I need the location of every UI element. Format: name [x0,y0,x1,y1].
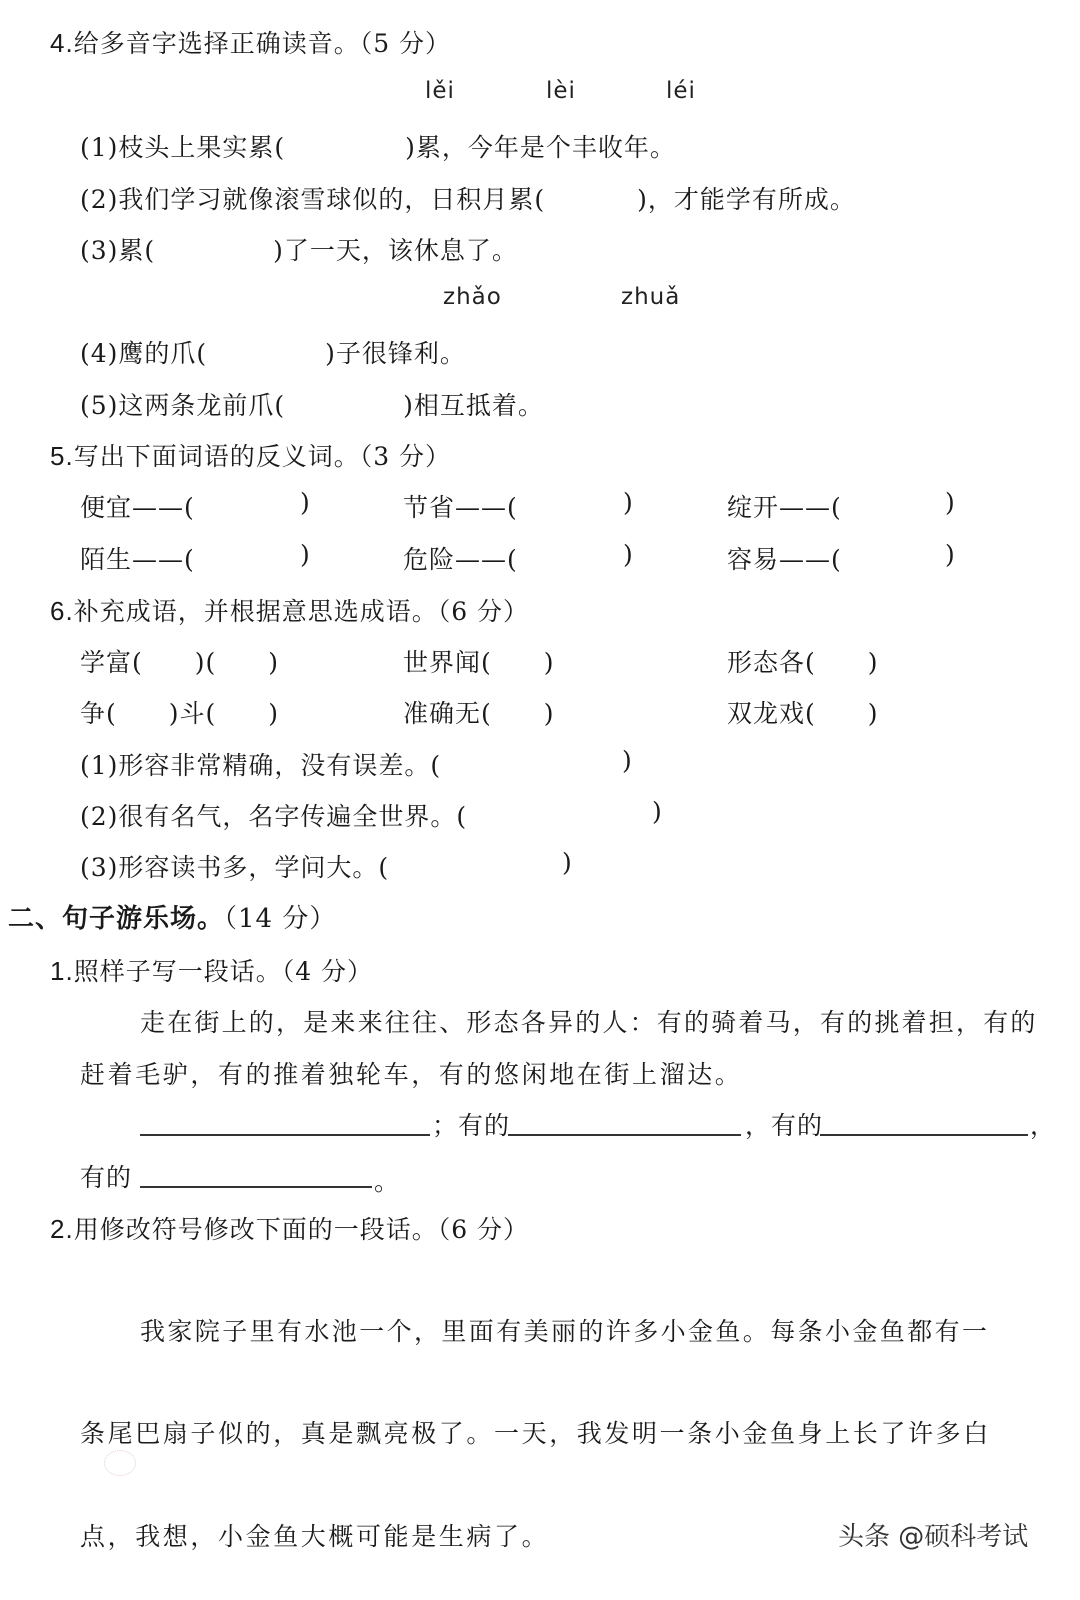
edit-paragraph-line-1: 我家院子里有水池一个，里面有美丽的许多小金鱼。每条小金鱼都有一 [140,1317,990,1346]
antonym-item [403,540,518,576]
s2q2-title [50,1210,529,1246]
example-line-1: 走在街上的，是来来往往、形态各异的人：有的骑着马，有的挑着担，有的 [140,1008,1038,1037]
meaning-item-3: (3)形容读书多，学问大。( [80,853,390,882]
q4-item-1-prefix: (1)枝头上果实累( [80,133,286,162]
antonym-close: ) [945,488,956,517]
antonym-item [80,540,195,576]
q4-title [50,24,451,60]
idiom-item: 世界闻( ) [403,648,555,677]
section-2-points: （14 分） [224,904,337,934]
fill-end: 。 [374,1167,401,1196]
q6-title [50,592,529,628]
example-line-2: 赶着毛驴，有的推着独轮车，有的悠闲地在街上溜达。 [80,1060,743,1089]
q4-item-4 [80,334,466,370]
s2q2-number: 2. [50,1214,74,1244]
section-2-title-text: 二、句子游乐场。 [8,904,225,934]
meaning-close: ) [652,797,663,826]
fill-blank-1[interactable] [140,1134,430,1136]
fill-sep-2: ，有的 [745,1111,824,1140]
pinyin-zhua3: zhuǎ [621,284,681,310]
antonym-close: ) [623,540,634,569]
q4-item-4-suffix: )子很锋利。 [325,339,466,368]
antonym-close: ) [623,488,634,517]
q4-item-5-prefix: (5)这两条龙前爪( [80,391,286,420]
q4-item-5-suffix: )相互抵着。 [403,391,544,420]
fill-blank-3[interactable] [820,1134,1028,1136]
watermark: 头条 @硕科考试 [838,1522,1029,1552]
meaning-item-2: (2)很有名气，名字传遍全世界。( [80,802,468,831]
q4-item-1 [80,128,676,164]
meaning-close: ) [562,848,573,877]
edit-paragraph-line-3: 点，我想，小金鱼大概可能是生病了。 [80,1522,550,1551]
antonym-item [403,488,518,524]
s2q2-title-text: 用修改符号修改下面的一段话。（6 分） [73,1215,530,1244]
q5-number: 5. [50,441,74,471]
meaning-close: ) [622,746,633,775]
q6-number: 6. [50,596,74,626]
pinyin-zhao3: zhǎo [443,284,502,310]
antonym-item [80,488,195,524]
fill-blank-4[interactable] [140,1186,372,1188]
s2q1-title-text: 照样子写一段话。（4 分） [73,957,374,986]
fill-blank-2[interactable] [508,1134,741,1136]
pinyin-lei3: lěi [425,78,455,104]
q5-title-text: 写出下面词语的反义词。（3 分） [73,442,452,471]
q4-item-3-prefix: (3)累( [80,236,156,265]
q4-item-2-prefix: (2)我们学习就像滚雪球似的，日积月累( [80,185,546,214]
pinyin-lei2: léi [666,78,696,104]
antonym-word: 便宜——( [80,493,195,522]
antonym-close: ) [300,488,311,517]
idiom-item: 争( )斗( ) [80,699,280,728]
idiom-item: 双龙戏( ) [727,699,879,728]
q4-item-3-suffix: )了一天，该休息了。 [273,236,518,265]
antonym-word: 绽开——( [727,493,842,522]
edit-paragraph-line-2: 条尾巴扇子似的，真是飘亮极了。一天，我发明一条小金鱼身上长了许多白 [80,1419,991,1448]
antonym-close: ) [945,540,956,569]
antonym-item [727,488,842,524]
idiom-item: 准确无( ) [403,699,555,728]
idiom-item: 形态各( ) [727,648,879,677]
q4-item-2 [80,180,856,216]
q5-title [50,437,451,473]
q4-title-text: 给多音字选择正确读音。（5 分） [73,29,452,58]
q4-number: 4. [50,28,74,58]
section-2-title [8,898,336,935]
fill-sep-3: ， [1030,1111,1057,1140]
q4-item-5 [80,386,544,422]
s2q1-title [50,952,373,988]
antonym-item [727,540,842,576]
q4-item-2-suffix: )，才能学有所成。 [637,185,856,214]
antonym-word: 陌生——( [80,545,195,574]
fill-line-2-prefix: 有的 [80,1163,133,1192]
q4-item-3 [80,231,518,267]
fill-sep-1: ；有的 [432,1111,511,1140]
idiom-item: 学富( )( ) [80,648,280,677]
antonym-word: 节省——( [403,493,518,522]
s2q1-number: 1. [50,956,74,986]
q4-item-1-suffix: )累，今年是个丰收年。 [405,133,676,162]
q6-title-text: 补充成语，并根据意思选成语。（6 分） [73,597,530,626]
faint-stamp-mark [104,1450,136,1476]
antonym-word: 容易——( [727,545,842,574]
antonym-close: ) [300,540,311,569]
pinyin-lei4: lèi [546,78,576,104]
q4-item-4-prefix: (4)鹰的爪( [80,339,208,368]
meaning-item-1: (1)形容非常精确，没有误差。( [80,751,442,780]
antonym-word: 危险——( [403,545,518,574]
